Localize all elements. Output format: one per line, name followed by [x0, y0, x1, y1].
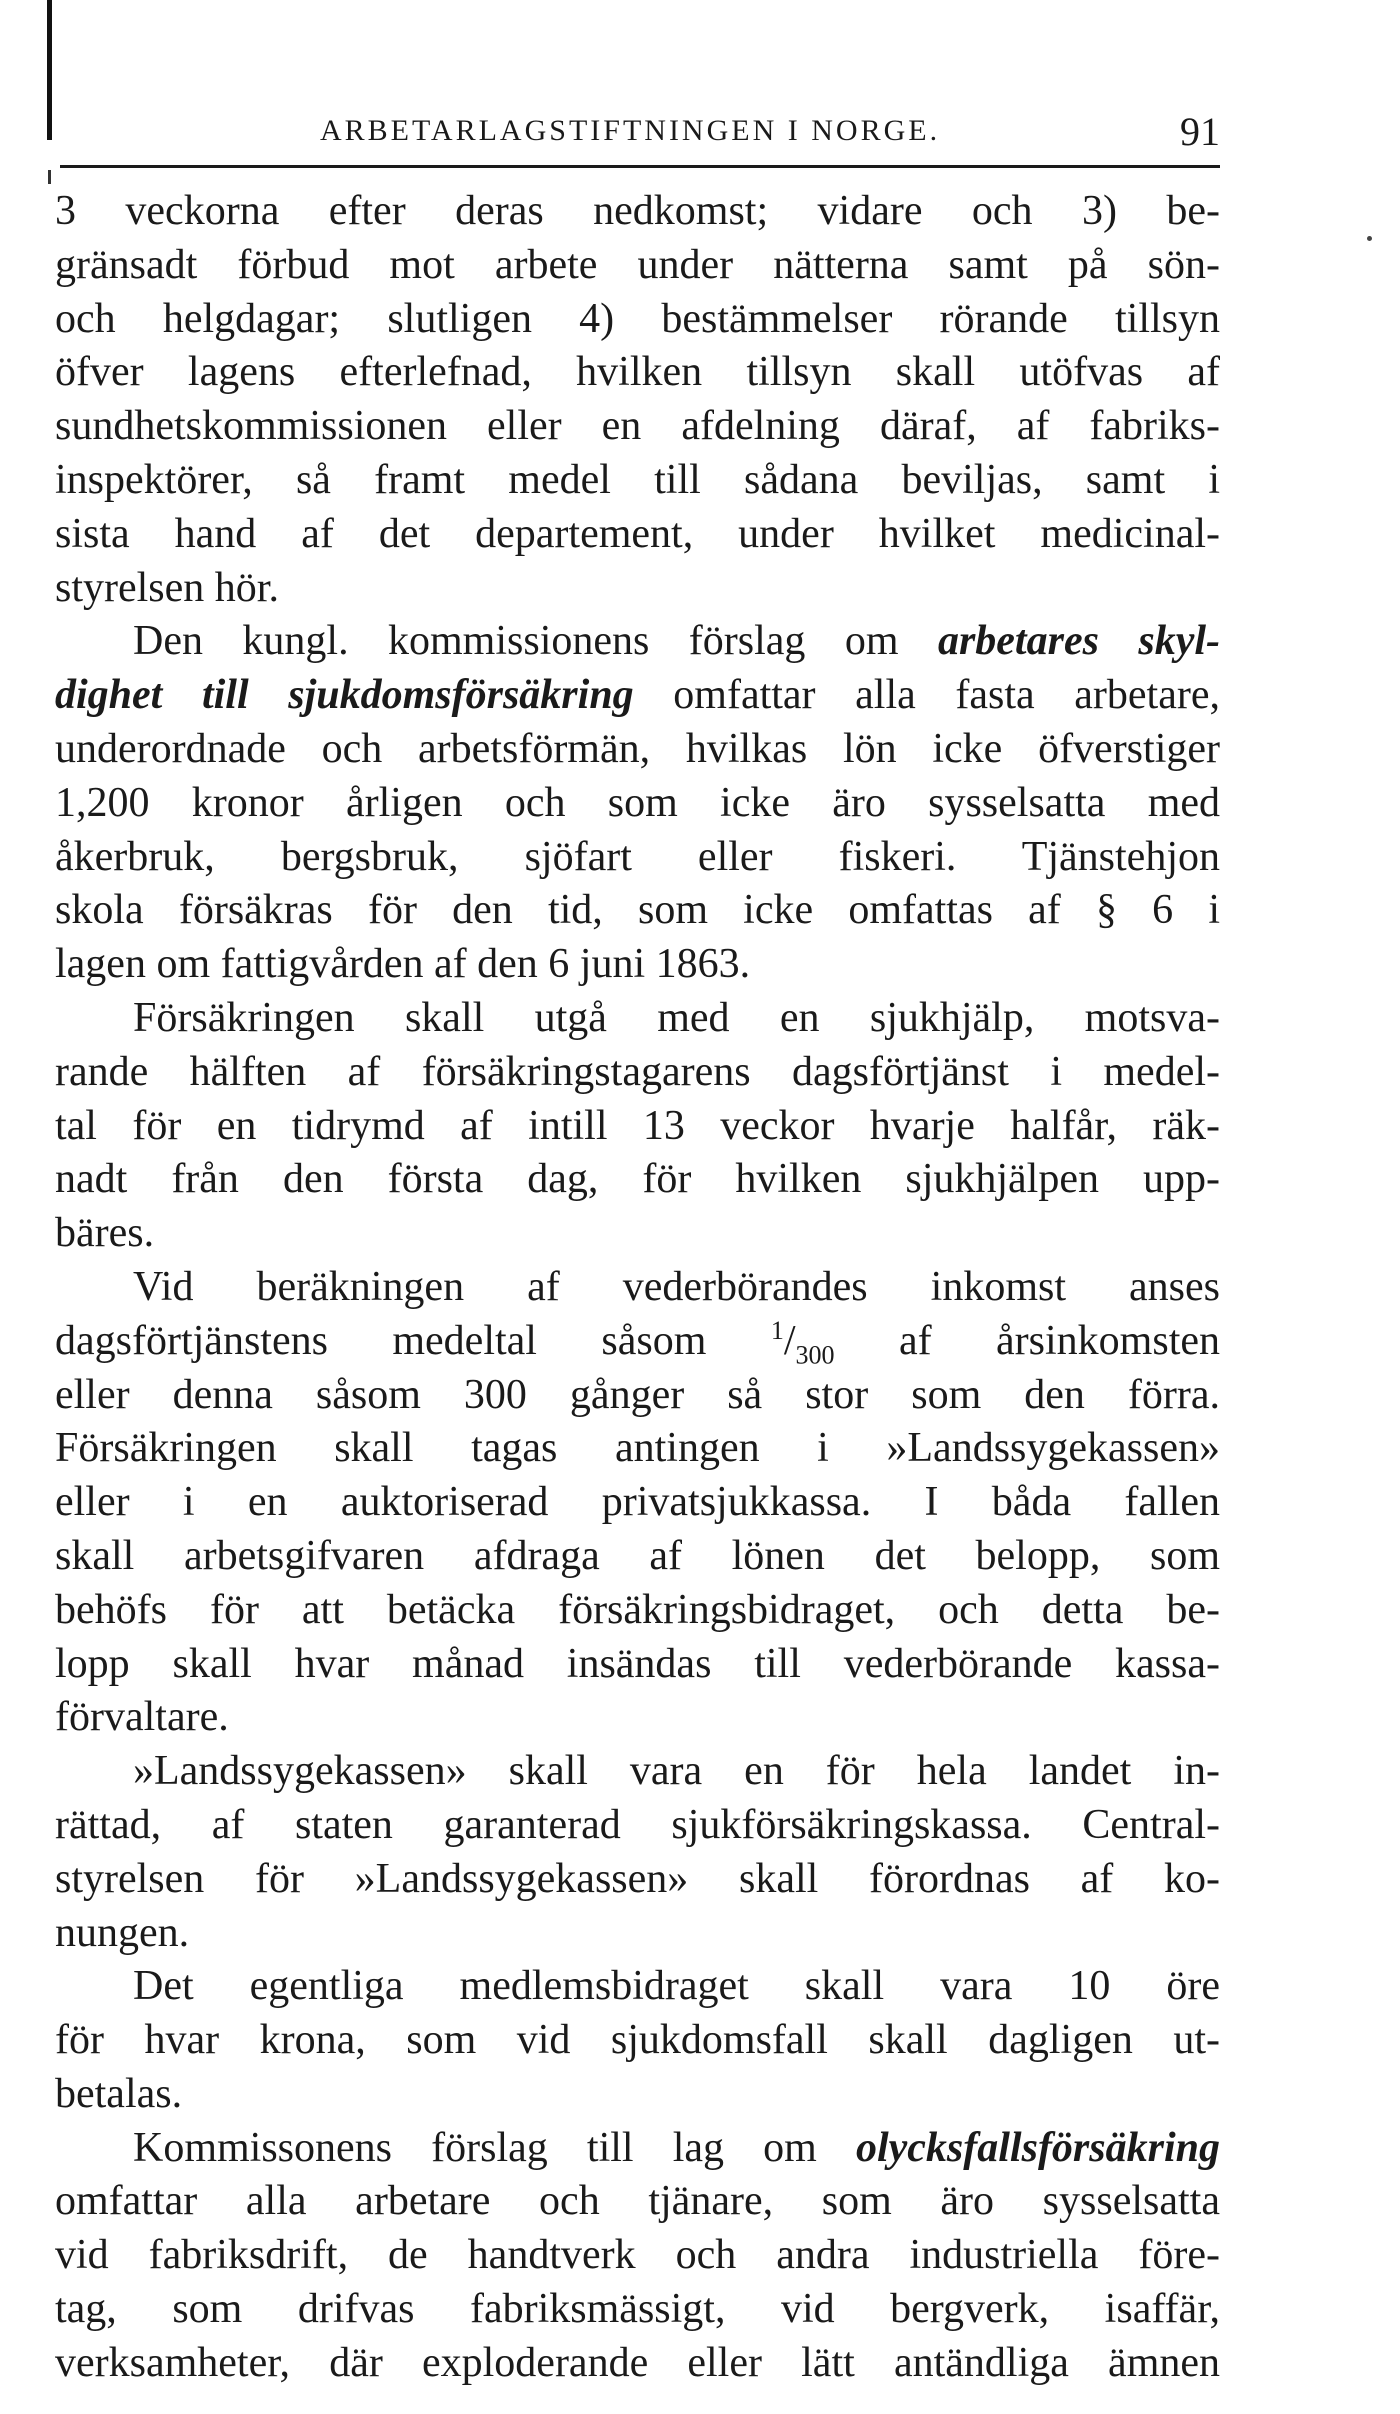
text-line: [55, 615, 1220, 669]
text-run: omfattar alla fasta arbetare,: [633, 672, 1220, 719]
text-run: Kommissonens förslag till lag om: [133, 2124, 856, 2171]
text-line: »Landssygekassen» skall vara en för hela landet in-: [133, 1748, 1220, 1795]
text-line: lagen om fattigvården af den 6 juni 1863.: [55, 941, 751, 988]
text-line: rättad, af staten garanterad sjukförsäkringskassa. Central-: [55, 1801, 1220, 1848]
text-line: Det egentliga medlemsbidraget skall vara 10 öre: [133, 1963, 1220, 2010]
emphasized-term: arbetares skyl-: [937, 618, 1220, 665]
text-line: gränsadt förbud mot arbete under nätterna samt på sön-: [55, 241, 1220, 288]
text-run: Den kungl. kommissionens förslag om: [133, 618, 938, 665]
text-line: omfattar alla arbetare och tjänare, som äro sysselsatta: [55, 2178, 1220, 2225]
text-line: sundhetskommissionen eller en afdelning däraf, af fabriks-: [55, 403, 1220, 450]
text-line: verksamheter, där exploderande eller lätt antändliga ämnen: [55, 2339, 1220, 2386]
running-title: ARBETARLAGSTIFTNINGEN I NORGE.: [320, 114, 941, 147]
text-run: 1: [770, 1315, 784, 1345]
text-line: eller denna såsom 300 gånger så stor som den förra.: [55, 1371, 1220, 1418]
text-run: /: [783, 1317, 796, 1364]
text-line: förvaltare.: [55, 1694, 229, 1741]
emphasized-term: olycksfallsförsäkring: [855, 2124, 1220, 2171]
body-text: [55, 185, 1220, 2391]
text-line: nadt från den första dag, för hvilken sjukhjälpen upp-: [55, 1156, 1220, 1203]
text-line: bäres.: [55, 1210, 155, 1257]
text-line: styrelsen för »Landssygekassen» skall förordnas af ko-: [55, 1855, 1220, 1902]
scan-edge-mark: [47, 0, 52, 140]
text-line: vid fabriksdrift, de handtverk och andra industriella före-: [55, 2232, 1220, 2279]
text-line: betalas.: [55, 2070, 183, 2117]
text-line: 3 veckorna efter deras nedkomst; vidare och 3) be-: [55, 188, 1220, 234]
text-line: nungen.: [55, 1909, 190, 1956]
text-line: Vid beräkningen af vederbörandes inkomst anses: [133, 1263, 1220, 1310]
text-line: Försäkringen skall tagas antingen i »Landssygekassen»: [55, 1425, 1220, 1472]
page-number: 91: [1180, 109, 1220, 154]
text-run: 300: [795, 1340, 835, 1370]
text-line: Försäkringen skall utgå med en sjukhjälp, motsva-: [133, 994, 1220, 1041]
emphasized-term: dighet till sjukdomsförsäkring: [55, 672, 634, 719]
text-line: [55, 1315, 1220, 1369]
text-line: 1,200 kronor årligen och som icke äro sysselsatta med: [55, 779, 1220, 826]
text-line: och helgdagar; slutligen 4) bestämmelser rörande tillsyn: [55, 295, 1220, 342]
header-rule: [60, 165, 1220, 168]
text-line: inspektörer, så framt medel till sådana beviljas, samt i: [55, 456, 1220, 503]
text-line: behöfs för att betäcka försäkringsbidraget, och detta be-: [55, 1586, 1220, 1633]
text-line: skola försäkras för den tid, som icke omfattas af § 6 i: [55, 887, 1220, 934]
text-line: öfver lagens efterlefnad, hvilken tillsyn skall utöfvas af: [55, 349, 1220, 396]
text-line: för hvar krona, som vid sjukdomsfall skall dagligen ut-: [55, 2017, 1220, 2064]
text-line: sista hand af det departement, under hvilket medicinal-: [55, 510, 1220, 557]
text-line: tal för en tidrymd af intill 13 veckor hvarje halfår, räk-: [55, 1102, 1220, 1149]
text-line: [55, 669, 1220, 723]
text-line: tag, som drifvas fabriksmässigt, vid bergverk, isaffär,: [55, 2286, 1220, 2333]
margin-speck: [1367, 236, 1372, 241]
scan-edge-mark: [48, 170, 51, 184]
text-line: eller i en auktoriserad privatsjukkassa. I båda fallen: [55, 1479, 1220, 1526]
running-head: [55, 108, 1220, 158]
text-line: [55, 2122, 1220, 2176]
text-line: lopp skall hvar månad insändas till vederbörande kassa-: [55, 1640, 1220, 1687]
text-line: rande hälften af försäkringstagarens dagsförtjänst i medel-: [55, 1048, 1220, 1095]
text-line: åkerbruk, bergsbruk, sjöfart eller fiskeri. Tjänstehjon: [55, 833, 1220, 880]
text-line: underordnade och arbetsförmän, hvilkas lön icke öfverstiger: [55, 725, 1220, 772]
text-line: styrelsen hör.: [55, 564, 279, 611]
text-run: af årsinkomsten: [834, 1317, 1221, 1364]
text-line: skall arbetsgifvaren afdraga af lönen det belopp, som: [55, 1532, 1220, 1579]
text-run: dagsförtjänstens medeltal såsom: [55, 1317, 771, 1364]
